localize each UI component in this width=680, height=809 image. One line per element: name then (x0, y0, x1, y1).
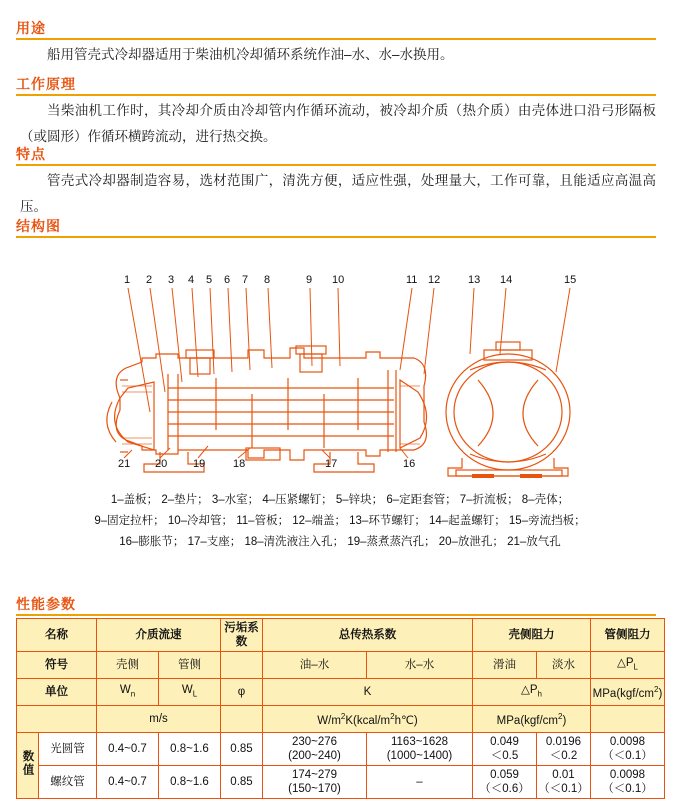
callout-15: 15 (564, 274, 577, 286)
rule-features (16, 164, 656, 166)
row1-tube-speed: 0.8~1.6 (159, 733, 221, 766)
row2-fresh-water-b: （＜0.1） (538, 783, 589, 795)
row2-lube-oil-a: 0.059 (490, 769, 519, 781)
unit-tube: $MPa(kgf/cm^2)$ (591, 679, 665, 706)
symbol-phi: φ (221, 679, 263, 706)
header-flow-speed: 介质流速 (97, 619, 221, 652)
header-tube-side: 管侧 (159, 652, 221, 679)
table-row (17, 733, 665, 766)
row1-lube-oil-b: ＜0.5 (490, 750, 519, 762)
header-name: 名称 (17, 619, 97, 652)
header-water-water: 水–水 (367, 652, 473, 679)
row1-fresh-water-a: 0.0196 (545, 736, 582, 748)
row2-tube-resist (591, 766, 665, 799)
row-group-label (17, 733, 39, 799)
row1-k-water-water-a: 1163~1628 (390, 736, 449, 748)
header-unit: 单位 (17, 679, 97, 706)
header-oil-water: 油–水 (263, 652, 367, 679)
callout-5: 5 (206, 274, 213, 286)
callout-6: 6 (224, 274, 231, 286)
symbol-k: K (263, 679, 473, 706)
header-fresh-water: 淡水 (537, 652, 591, 679)
row1-tube-resist (591, 733, 665, 766)
unit-shell: $MPa(kgf/cm^2)$ (473, 706, 591, 733)
callout-11: 11 (406, 274, 418, 286)
unit-tube-2 (591, 706, 665, 733)
row2-shell-speed: 0.4~0.7 (97, 766, 159, 799)
row2-k-water-water: – (367, 766, 473, 799)
header-symbol: 符号 (17, 652, 97, 679)
legend-line-3: 16–膨胀节； 17–支座； 18–清洗液注入孔； 19–蒸煮蒸汽孔； 20–放泄孔； 21–放气孔 (119, 536, 561, 548)
table-header-row-3 (17, 679, 665, 706)
symbol-delta-pl: $\triangle P_L$ (591, 652, 665, 679)
row1-fresh-water (537, 733, 591, 766)
row2-name: 螺纹管 (39, 766, 97, 799)
legend-line-1: 1–盖板； 2–垫片； 3–水室； 4–压紧螺钉； 5–锌块； 6–定距套管； 7–折流板； 8–壳体； (110, 494, 570, 506)
callout-18: 18 (233, 458, 246, 470)
callout-12: 12 (428, 274, 441, 286)
unit-row-label (17, 706, 97, 733)
row2-tube-speed: 0.8~1.6 (159, 766, 221, 799)
callout-20: 20 (155, 458, 168, 470)
table-row (17, 766, 665, 799)
row1-k-water-water (367, 733, 473, 766)
row1-tube-resist-b: （＜0.1） (602, 750, 653, 762)
row2-lube-oil-b: （＜0.6） (479, 783, 530, 795)
callout-17: 17 (325, 458, 338, 470)
symbol-wl: $W_L$ (159, 679, 221, 706)
symbol-delta-ph: $\triangle P_h$ (473, 679, 591, 706)
row1-k-oil-water (263, 733, 367, 766)
rule-principle (16, 94, 656, 96)
section-title-performance: 性能参数 (16, 596, 76, 612)
row2-fresh-water (537, 766, 591, 799)
row1-fresh-water-b: ＜0.2 (549, 750, 578, 762)
header-tube-resist: 管侧阻力 (591, 619, 665, 652)
features-text: 管壳式冷却器制造容易，选材范围广，清洗方便，适应性强，处理量大，工作可靠，且能适应高温高压。 (20, 173, 656, 214)
unit-fouling (221, 706, 263, 733)
structure-figure (0, 262, 680, 562)
callout-13: 13 (468, 274, 481, 286)
callout-16: 16 (403, 458, 416, 470)
row2-fouling: 0.85 (221, 766, 263, 799)
callout-9: 9 (306, 274, 313, 286)
row2-tube-resist-a: 0.0098 (609, 769, 646, 781)
header-lube-oil: 滑油 (473, 652, 537, 679)
performance-table-wrap (16, 618, 664, 799)
usage-text: 船用管壳式冷却器适用于柴油机冷却循环系统作油–水、水–水换用。 (47, 47, 454, 62)
header-fouling-label: 污垢系数 (224, 622, 259, 648)
callout-7: 7 (242, 274, 249, 286)
callout-3: 3 (168, 274, 175, 286)
legend-line-2: 9–固定拉杆； 10–冷却管； 11–管板； 12–端盖； 13–环节螺钉； 14–起盖螺钉； 15–旁流挡板； (94, 515, 586, 527)
callout-10: 10 (332, 274, 345, 286)
rule-performance (16, 614, 656, 616)
row2-k-oil-water-b: (150~170) (288, 783, 341, 795)
row2-tube-resist-b: （＜0.1） (602, 783, 653, 795)
principle-text: 当柴油机工作时，其冷却介质由冷却管内作循环流动，被冷却介质（热介质）由壳体进口沿弓形隔板（或圆形）作循环横跨流动，进行热交换。 (20, 103, 656, 144)
row1-lube-oil (473, 733, 537, 766)
rule-structure (16, 236, 656, 238)
unit-k: $W/m^2K(kcal/m^2h℃)$ (263, 706, 473, 733)
performance-table (16, 618, 665, 799)
row1-k-oil-water-b: (200~240) (288, 750, 341, 762)
row1-lube-oil-a: 0.049 (490, 736, 519, 748)
row1-shell-speed: 0.4~0.7 (97, 733, 159, 766)
header-fouling (221, 619, 263, 652)
row1-name: 光圆管 (39, 733, 97, 766)
section-title-principle: 工作原理 (16, 76, 76, 92)
section-title-structure: 结构图 (16, 218, 61, 234)
symbol-wn: $W_n$ (97, 679, 159, 706)
row2-fresh-water-a: 0.01 (552, 769, 575, 781)
callout-1: 1 (124, 274, 131, 286)
row2-k-oil-water-a: 174~279 (291, 769, 338, 781)
rule-usage (16, 38, 656, 40)
row1-fouling: 0.85 (221, 733, 263, 766)
cell-fouling-blank (221, 652, 263, 679)
table-header-row-1 (17, 619, 665, 652)
section-title-features: 特点 (16, 146, 46, 162)
unit-speed: m/s (97, 706, 221, 733)
callout-4: 4 (188, 274, 195, 286)
callout-14: 14 (500, 274, 513, 286)
row2-lube-oil (473, 766, 537, 799)
header-total-k: 总传热系数 (263, 619, 473, 652)
callout-19: 19 (193, 458, 206, 470)
header-shell-side: 壳侧 (97, 652, 159, 679)
row1-k-water-water-b: (1000~1400) (386, 750, 453, 762)
row1-tube-resist-a: 0.0098 (609, 736, 646, 748)
callout-8: 8 (264, 274, 271, 286)
table-header-row-4 (17, 706, 665, 733)
callout-2: 2 (146, 274, 153, 286)
row2-k-oil-water (263, 766, 367, 799)
row-group-label-text: 数值 (21, 750, 34, 777)
row1-k-oil-water-a: 230~276 (291, 736, 338, 748)
section-title-usage: 用途 (16, 20, 46, 36)
callout-21: 21 (118, 458, 131, 470)
table-header-row-2 (17, 652, 665, 679)
header-shell-resist: 壳侧阻力 (473, 619, 591, 652)
